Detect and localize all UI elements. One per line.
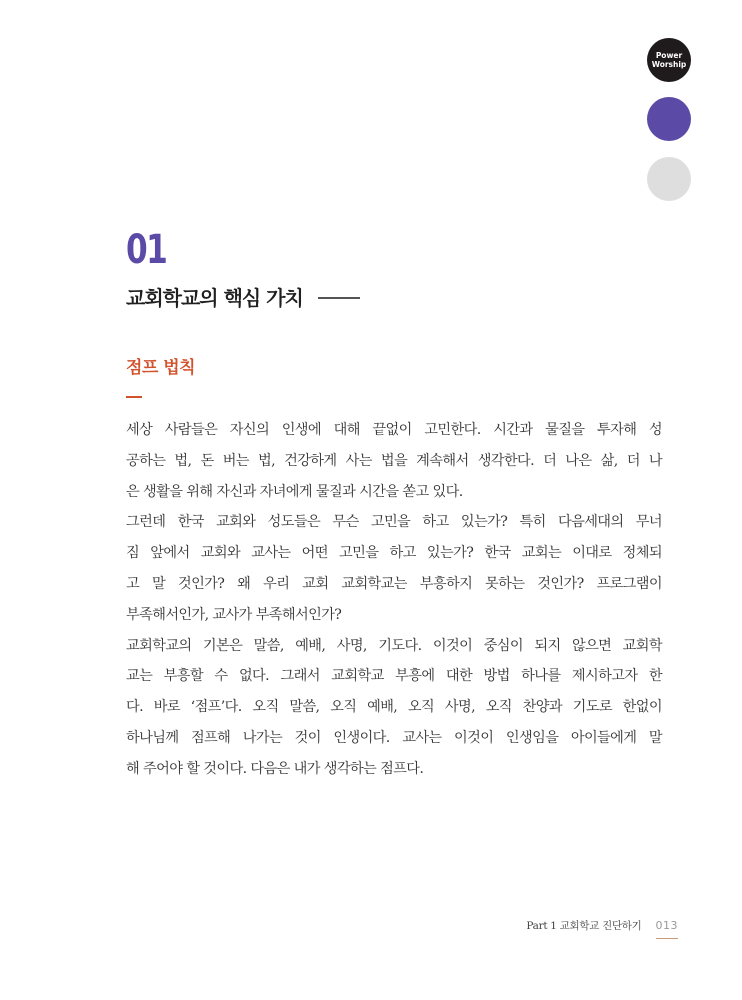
gray-circle-decoration xyxy=(647,157,691,201)
body-line: 부족해서인가, 교사가 부족해서인가? xyxy=(126,606,342,623)
section-heading: 점프 법칙 xyxy=(126,358,196,378)
body-line: 그런데 한국 교회와 성도들은 무슨 고민을 하고 있는가? 특히 다음세대의 무너 xyxy=(126,514,662,531)
page-number-underline xyxy=(656,938,678,939)
body-line: 은 생활을 위해 자신과 자녀에게 물질과 시간을 쏟고 있다. xyxy=(126,483,463,500)
body-line: 다. 바로 ‘점프’다. 오직 말씀, 오직 예배, 오직 사명, 오직 찬양과 기도로 한없이 xyxy=(126,699,662,716)
purple-circle-decoration xyxy=(647,97,691,141)
body-line: 공하는 법, 돈 버는 법, 건강하게 사는 법을 계속해서 생각한다. 더 나은 삶, 더 나 xyxy=(126,452,662,469)
body-line: 교회학교의 기본은 말씀, 예배, 사명, 기도다. 이것이 중심이 되지 않으면 교회학 xyxy=(126,637,662,654)
body-line: 고 말 것인가? 왜 우리 교회 교회학교는 부흥하지 못하는 것인가? 프로그램이 xyxy=(126,575,662,592)
chapter-number: 01 xyxy=(126,227,167,273)
chapter-title-row xyxy=(126,282,360,311)
title-divider xyxy=(318,297,360,299)
power-worship-badge xyxy=(647,38,691,82)
footer-page-block xyxy=(656,919,679,939)
body-line: 짐 앞에서 교회와 교사는 어떤 고민을 하고 있는가? 한국 교회는 이대로 정체되 xyxy=(126,545,662,562)
body-text xyxy=(126,415,662,785)
section-divider xyxy=(126,396,142,398)
footer-part-label: Part 1 교회학교 진단하기 xyxy=(526,920,642,932)
badge-line-2: Worship xyxy=(651,60,687,69)
body-line: 하나님께 점프해 나가는 것이 인생이다. 교사는 이것이 인생임을 아이들에게 말 xyxy=(126,729,662,746)
chapter-title: 교회학교의 핵심 가치 xyxy=(126,286,303,310)
body-line: 세상 사람들은 자신의 인생에 대해 끝없이 고민한다. 시간과 물질을 투자해 성 xyxy=(126,422,662,438)
body-line: 교는 부흥할 수 없다. 그래서 교회학교 부흥에 대한 방법 하나를 제시하고자 한 xyxy=(126,668,662,685)
page-number: 013 xyxy=(655,919,678,932)
page-footer xyxy=(526,918,678,939)
body-line: 해 주어야 할 것이다. 다음은 내가 생각하는 점프다. xyxy=(126,760,424,777)
badge-line-1: Power xyxy=(655,51,683,60)
